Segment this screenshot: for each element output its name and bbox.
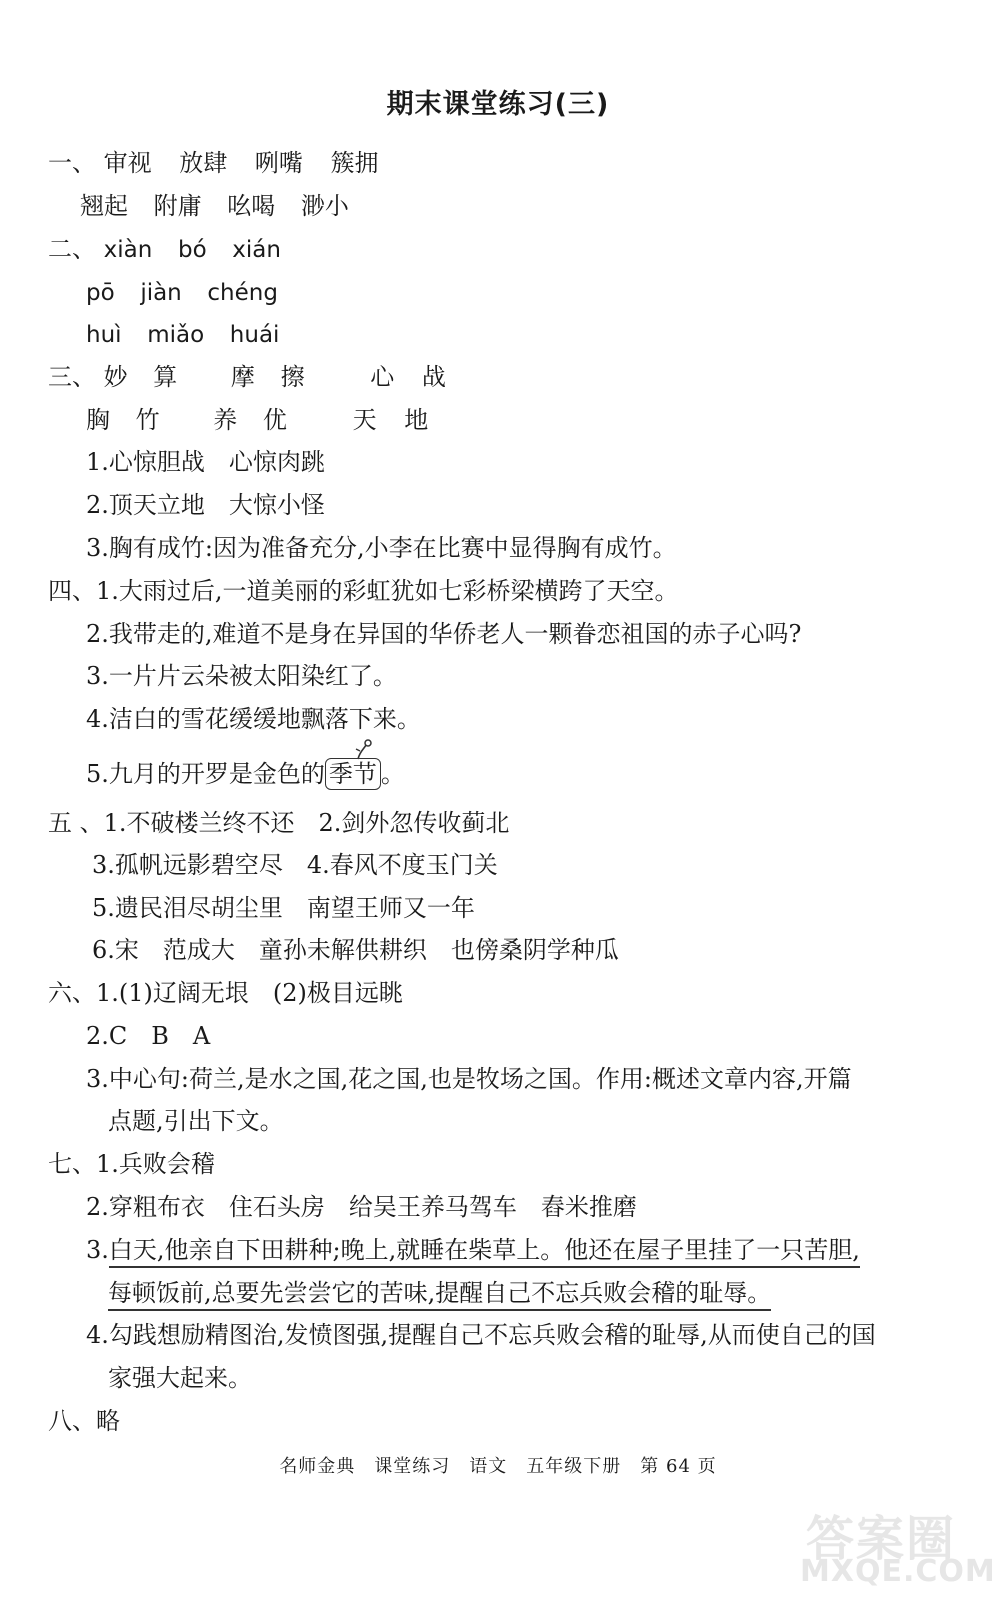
section-7-line-3 <box>86 1233 860 1267</box>
section-7-label: 七、 <box>48 1150 96 1178</box>
page-footer: 名师金典 课堂练习 语文 五年级下册 第 64 页 <box>279 1456 717 1477</box>
section-2-label: 二、 <box>48 235 96 263</box>
word: 放肆 <box>179 149 228 177</box>
pinyin: pō <box>86 280 115 306</box>
section-3-item-1: 1.心惊胆战 心惊肉跳 <box>86 448 325 476</box>
section-5-line-1 <box>48 806 509 840</box>
char: 养 <box>213 406 238 434</box>
underlined-text: 白天,他亲自下田耕种;晚上,就睡在柴草上。他还在屋子里挂了一只苦胆, <box>109 1236 860 1268</box>
char: 地 <box>404 406 429 434</box>
section-4-item-2: 2.我带走的,难道不是身在异国的华侨老人一颗眷恋祖国的赤子心吗? <box>86 620 802 648</box>
section-7-line-4 <box>108 1276 771 1310</box>
section-1-row-2 <box>80 189 349 223</box>
word: 簇拥 <box>330 149 379 177</box>
section-1-label: 一、 <box>48 149 96 177</box>
section-6-line-3: 3.中心句:荷兰,是水之国,花之国,也是牧场之国。作用:概述文章内容,开篇 <box>86 1065 852 1093</box>
answer-text: 1.大雨过后,一道美丽的彩虹犹如七彩桥梁横跨了天空。 <box>96 577 679 605</box>
char: 算 <box>153 363 178 391</box>
section-5-line-4: 6.宋 范成大 童孙未解供耕织 也傍桑阴学种瓜 <box>92 936 619 964</box>
section-6-line-2: 2.C B A <box>86 1022 211 1050</box>
pinyin: bó <box>177 237 207 263</box>
char: 胸 <box>86 406 110 434</box>
answer-text: 1.(1)辽阔无垠 (2)极目远眺 <box>96 979 403 1007</box>
underlined-text: 每顿饭前,总要先尝尝它的苦味,提醒自己不忘兵败会稽的耻辱。 <box>108 1279 771 1311</box>
word: 咧嘴 <box>254 149 303 177</box>
pinyin: miǎo <box>147 322 205 348</box>
section-7-line-2: 2.穿粗布衣 住石头房 给吴王养马驾车 舂米推磨 <box>86 1193 637 1221</box>
pinyin: chéng <box>207 280 278 306</box>
section-4-label: 四、 <box>48 577 96 605</box>
char: 战 <box>421 363 446 391</box>
section-4-item-3: 3.一片片云朵被太阳染红了。 <box>86 662 397 690</box>
section-4-item-4: 4.洁白的雪花缓缓地飘落下来。 <box>86 705 421 733</box>
section-5-label: 五 、 <box>48 809 104 837</box>
boxed-word-text: 季节 <box>328 760 377 788</box>
word: 渺小 <box>300 192 349 220</box>
pinyin: jiàn <box>140 280 182 306</box>
pinyin: huì <box>86 322 122 348</box>
char: 竹 <box>135 406 160 434</box>
section-3-item-2: 2.顶天立地 大惊小怪 <box>86 491 325 519</box>
section-6-label: 六、 <box>48 979 96 1007</box>
char: 优 <box>262 406 287 434</box>
section-3-item-3: 3.胸有成竹:因为准备充分,小李在比赛中显得胸有成竹。 <box>86 534 677 562</box>
page-title: 期末课堂练习(三) <box>386 89 610 120</box>
boxed-word <box>325 758 381 790</box>
section-7-line-1 <box>48 1147 215 1181</box>
section-4-item-1 <box>48 574 679 608</box>
answer-text: 。 <box>380 760 405 788</box>
section-7-line-6: 家强大起来。 <box>108 1364 252 1392</box>
section-3-row-1 <box>48 360 446 394</box>
section-8-line: 八、略 <box>48 1407 120 1435</box>
item-number: 3. <box>86 1236 109 1264</box>
section-3-row-2 <box>86 403 428 437</box>
char: 摩 <box>230 363 255 391</box>
char: 天 <box>352 406 377 434</box>
proofreading-mark-icon <box>354 737 376 761</box>
char: 擦 <box>280 363 305 391</box>
section-7-line-5: 4.勾践想励精图治,发愤图强,提醒自己不忘兵败会稽的耻辱,从而使自己的国 <box>86 1321 876 1349</box>
word: 审视 <box>103 149 152 177</box>
section-3-label: 三、 <box>48 363 96 391</box>
watermark-line-2: MXQE.COM <box>800 1554 996 1589</box>
section-5-line-3: 5.遗民泪尽胡尘里 南望王师又一年 <box>92 894 475 922</box>
section-4-item-5 <box>86 757 405 791</box>
char: 妙 <box>103 363 128 391</box>
watermark-line-1: 答案圈 <box>806 1511 957 1567</box>
word: 附庸 <box>153 192 202 220</box>
watermark <box>790 1500 996 1596</box>
pinyin: xián <box>232 237 281 263</box>
section-2-row-3 <box>86 317 279 352</box>
section-1-row-1 <box>48 146 379 180</box>
section-5-line-2: 3.孤帆远影碧空尽 4.春风不度玉门关 <box>92 851 498 879</box>
pinyin: huái <box>229 322 280 348</box>
section-6-line-1 <box>48 976 403 1010</box>
answer-text: 1.不破楼兰终不还 2.剑外忽传收蓟北 <box>103 809 510 837</box>
answer-text: 5.九月的开罗是金色的 <box>86 760 325 788</box>
answer-text: 1.兵败会稽 <box>96 1150 215 1178</box>
char: 心 <box>370 363 395 391</box>
word: 吆喝 <box>227 192 276 220</box>
word: 翘起 <box>80 192 128 220</box>
section-2-row-2 <box>86 275 278 310</box>
pinyin: xiàn <box>103 237 153 263</box>
section-6-line-4: 点题,引出下文。 <box>108 1107 284 1135</box>
section-2-row-1 <box>48 232 281 267</box>
